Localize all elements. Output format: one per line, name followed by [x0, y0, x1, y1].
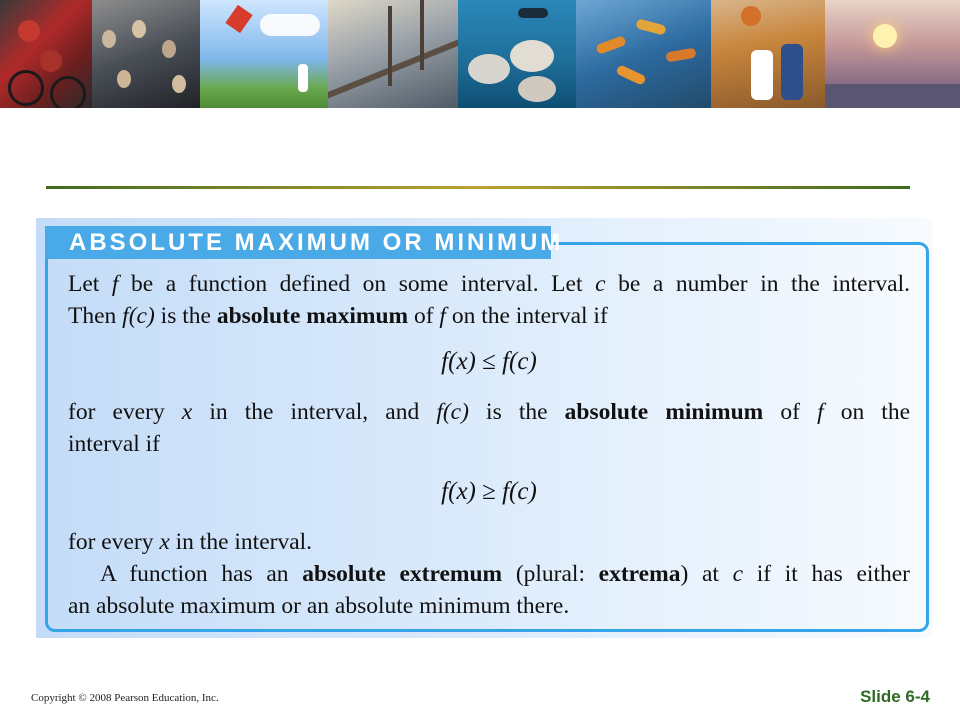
copyright-notice: Copyright © 2008 Pearson Education, Inc.: [31, 692, 219, 704]
photo-banner: [0, 0, 960, 108]
definition-line-2: Then f(c) is the absolute maximum of f on the interval if: [68, 303, 608, 329]
kite-runner-photo: [200, 0, 328, 108]
definition-header: ABSOLUTE MAXIMUM OR MINIMUM: [45, 226, 551, 259]
bridge-photo: [328, 0, 458, 108]
definition-line-7: an absolute maximum or an absolute minimum there.: [68, 593, 570, 619]
min-inequality: f(x) ≥ f(c): [441, 478, 537, 505]
definition-line-3: for every x in the interval, and f(c) is the absolute minimum of f on the: [68, 399, 911, 425]
fish-photo: [458, 0, 576, 108]
skydivers-photo: [576, 0, 711, 108]
title-divider: [46, 186, 910, 189]
cyclists-photo: [0, 0, 92, 108]
definition-line-6: A function has an absolute extremum (plural: extrema) at c if it has either: [100, 561, 911, 587]
max-inequality: f(x) ≤ f(c): [441, 348, 537, 375]
definition-line-1: Let f be a function defined on some interval. Let c be a number in the interval.: [68, 271, 910, 297]
crowd-photo: [92, 0, 200, 108]
sunset-photo: [825, 0, 960, 108]
slide-number: Slide 6-4: [860, 687, 930, 706]
definition-line-4: interval if: [68, 431, 161, 457]
definition-line-5: for every x in the interval.: [68, 529, 313, 555]
basketball-photo: [711, 0, 825, 108]
